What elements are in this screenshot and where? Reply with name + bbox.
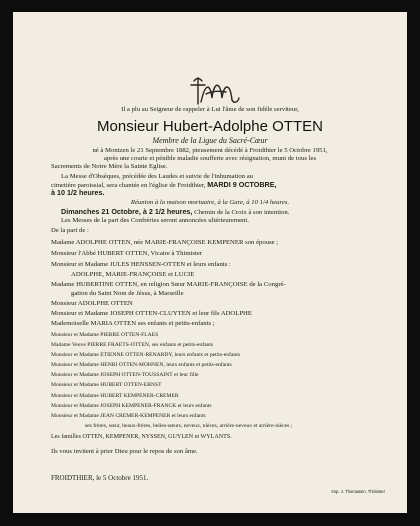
family-line: Madame HUBERTINE OTTEN, en religion Sœur MARIE-FRANÇOISE de la Congré-: [51, 281, 286, 288]
family-line: gation du Saint Nom de Jésus, à Marseille: [71, 290, 184, 297]
family-line: Monsieur et Madame JOSEPH KEMPENER-FRANCK et leurs enfants: [51, 403, 212, 409]
family-line: ses frères, sœur, beaux-frères, belles-sœurs, neveux, nièces, arrière-neveux et arrière-nièces ;: [85, 423, 293, 429]
dimanche-date: Dimanches 21 Octobre, à 2 1/2 heures,: [61, 208, 193, 216]
reunion-info: Réunion à la maison mortuaire, à la Gare, à 10 1/4 heures.: [130, 199, 290, 206]
family-line: Monsieur l'Abbé HUBERT OTTEN, Vicaire à Thimister: [51, 250, 203, 257]
deceased-name: Monsieur Hubert-Adolphe OTTEN: [97, 118, 323, 135]
family-line: ADOLPHE, MARIE-FRANÇOISE et LUCIE: [71, 271, 195, 278]
place-date-signature: FROIDTHIER, le 5 Octobre 1951.: [51, 474, 149, 482]
cross-monogram-icon: [186, 74, 242, 108]
family-line: Monsieur et Madame HENRI OTTEN-MOHNEN, leurs enfants et petits-enfants: [51, 362, 232, 368]
family-line: Monsieur ADOLPHE OTTEN: [51, 300, 133, 307]
subtitle-league: Membre de la Ligue du Sacré-Cœur: [152, 136, 268, 145]
family-line: Monsieur et Madame HUBERT KEMPENER-CRÉMER: [51, 393, 179, 399]
de-la-part: De la part de :: [51, 227, 89, 234]
family-line: Les familles OTTEN, KEMPENER, NYSSEN, GUYLEN et WYLANTS.: [51, 434, 232, 440]
notice-line-3: Sacrements de Notre Mère la Sainte Eglise.: [51, 163, 168, 170]
funeral-date: MARDI 9 OCTOBRE,: [207, 181, 277, 189]
funeral-notice-card: [13, 12, 407, 513]
family-line: Monsieur et Madame PIERRE OTTEN-FLAES: [51, 332, 159, 338]
family-line: Monsieur et Madame ETIENNE OTTEN-RENARDY, leurs enfants et petits-enfants: [51, 352, 240, 358]
messes-info: Les Messes de la part des Confréries seront annoncées ultérieurement.: [61, 217, 249, 224]
dimanche-text: Chemin de la Croix à son intention.: [194, 209, 290, 216]
notice-line-1: né à Montzen le 21 Septembre 1882, pieusement décédé à Froidthier le 5 Octobre 1951,: [92, 147, 328, 154]
notice-line-2: après une courte et pénible maladie soufferte avec résignation, muni de tous les: [103, 155, 317, 162]
dimanche-line: [13, 208, 407, 217]
family-line: Monsieur et Madame JULES HENSSEN-OTTEN et leurs enfants :: [51, 261, 231, 268]
family-line: Mademoiselle MARIA OTTEN ses enfants et petits-enfants ;: [51, 320, 215, 327]
family-line: Monsieur et Madame HUBERT OTTEN-ERNST: [51, 382, 162, 388]
family-line: Madame ADOLPHE OTTEN, née MARIE-FRANÇOISE KEMPENER son épouse ;: [51, 239, 279, 246]
family-line: Monsieur et Madame JOSEPH OTTEN-TOUSSAINT et leur fille: [51, 372, 199, 378]
prayer-invitation: Ils vous invitent à prier Dieu pour le repos de son âme.: [51, 448, 198, 455]
notice-line-4: La Messe d'Obsèques, précédée des Laudes et suivie de l'inhumation au: [61, 173, 254, 180]
funeral-time: à 10 1/2 heures.: [51, 189, 105, 197]
printer-credit: Imp. J. Thomassin, Thimister: [331, 489, 385, 494]
intro-text: Il a plu au Seigneur de rappeler à Lui l'âme de son fidèle serviteur,: [121, 106, 299, 113]
family-line: Monsieur et Madame JEAN CRÉMER-KEMPENER et leurs enfants: [51, 413, 206, 419]
family-line: Madame Veuve PIERRE FRAETS-OTTEN, ses enfants et petits-enfants: [51, 342, 214, 348]
family-line: Monsieur et Madame JOSEPH OTTEN-CLUYTEN et leur fils ADOLPHE: [51, 310, 252, 317]
notice-line-5-text: cimetière paroissial, sera chantée en l'église de Froidthier,: [51, 182, 206, 189]
